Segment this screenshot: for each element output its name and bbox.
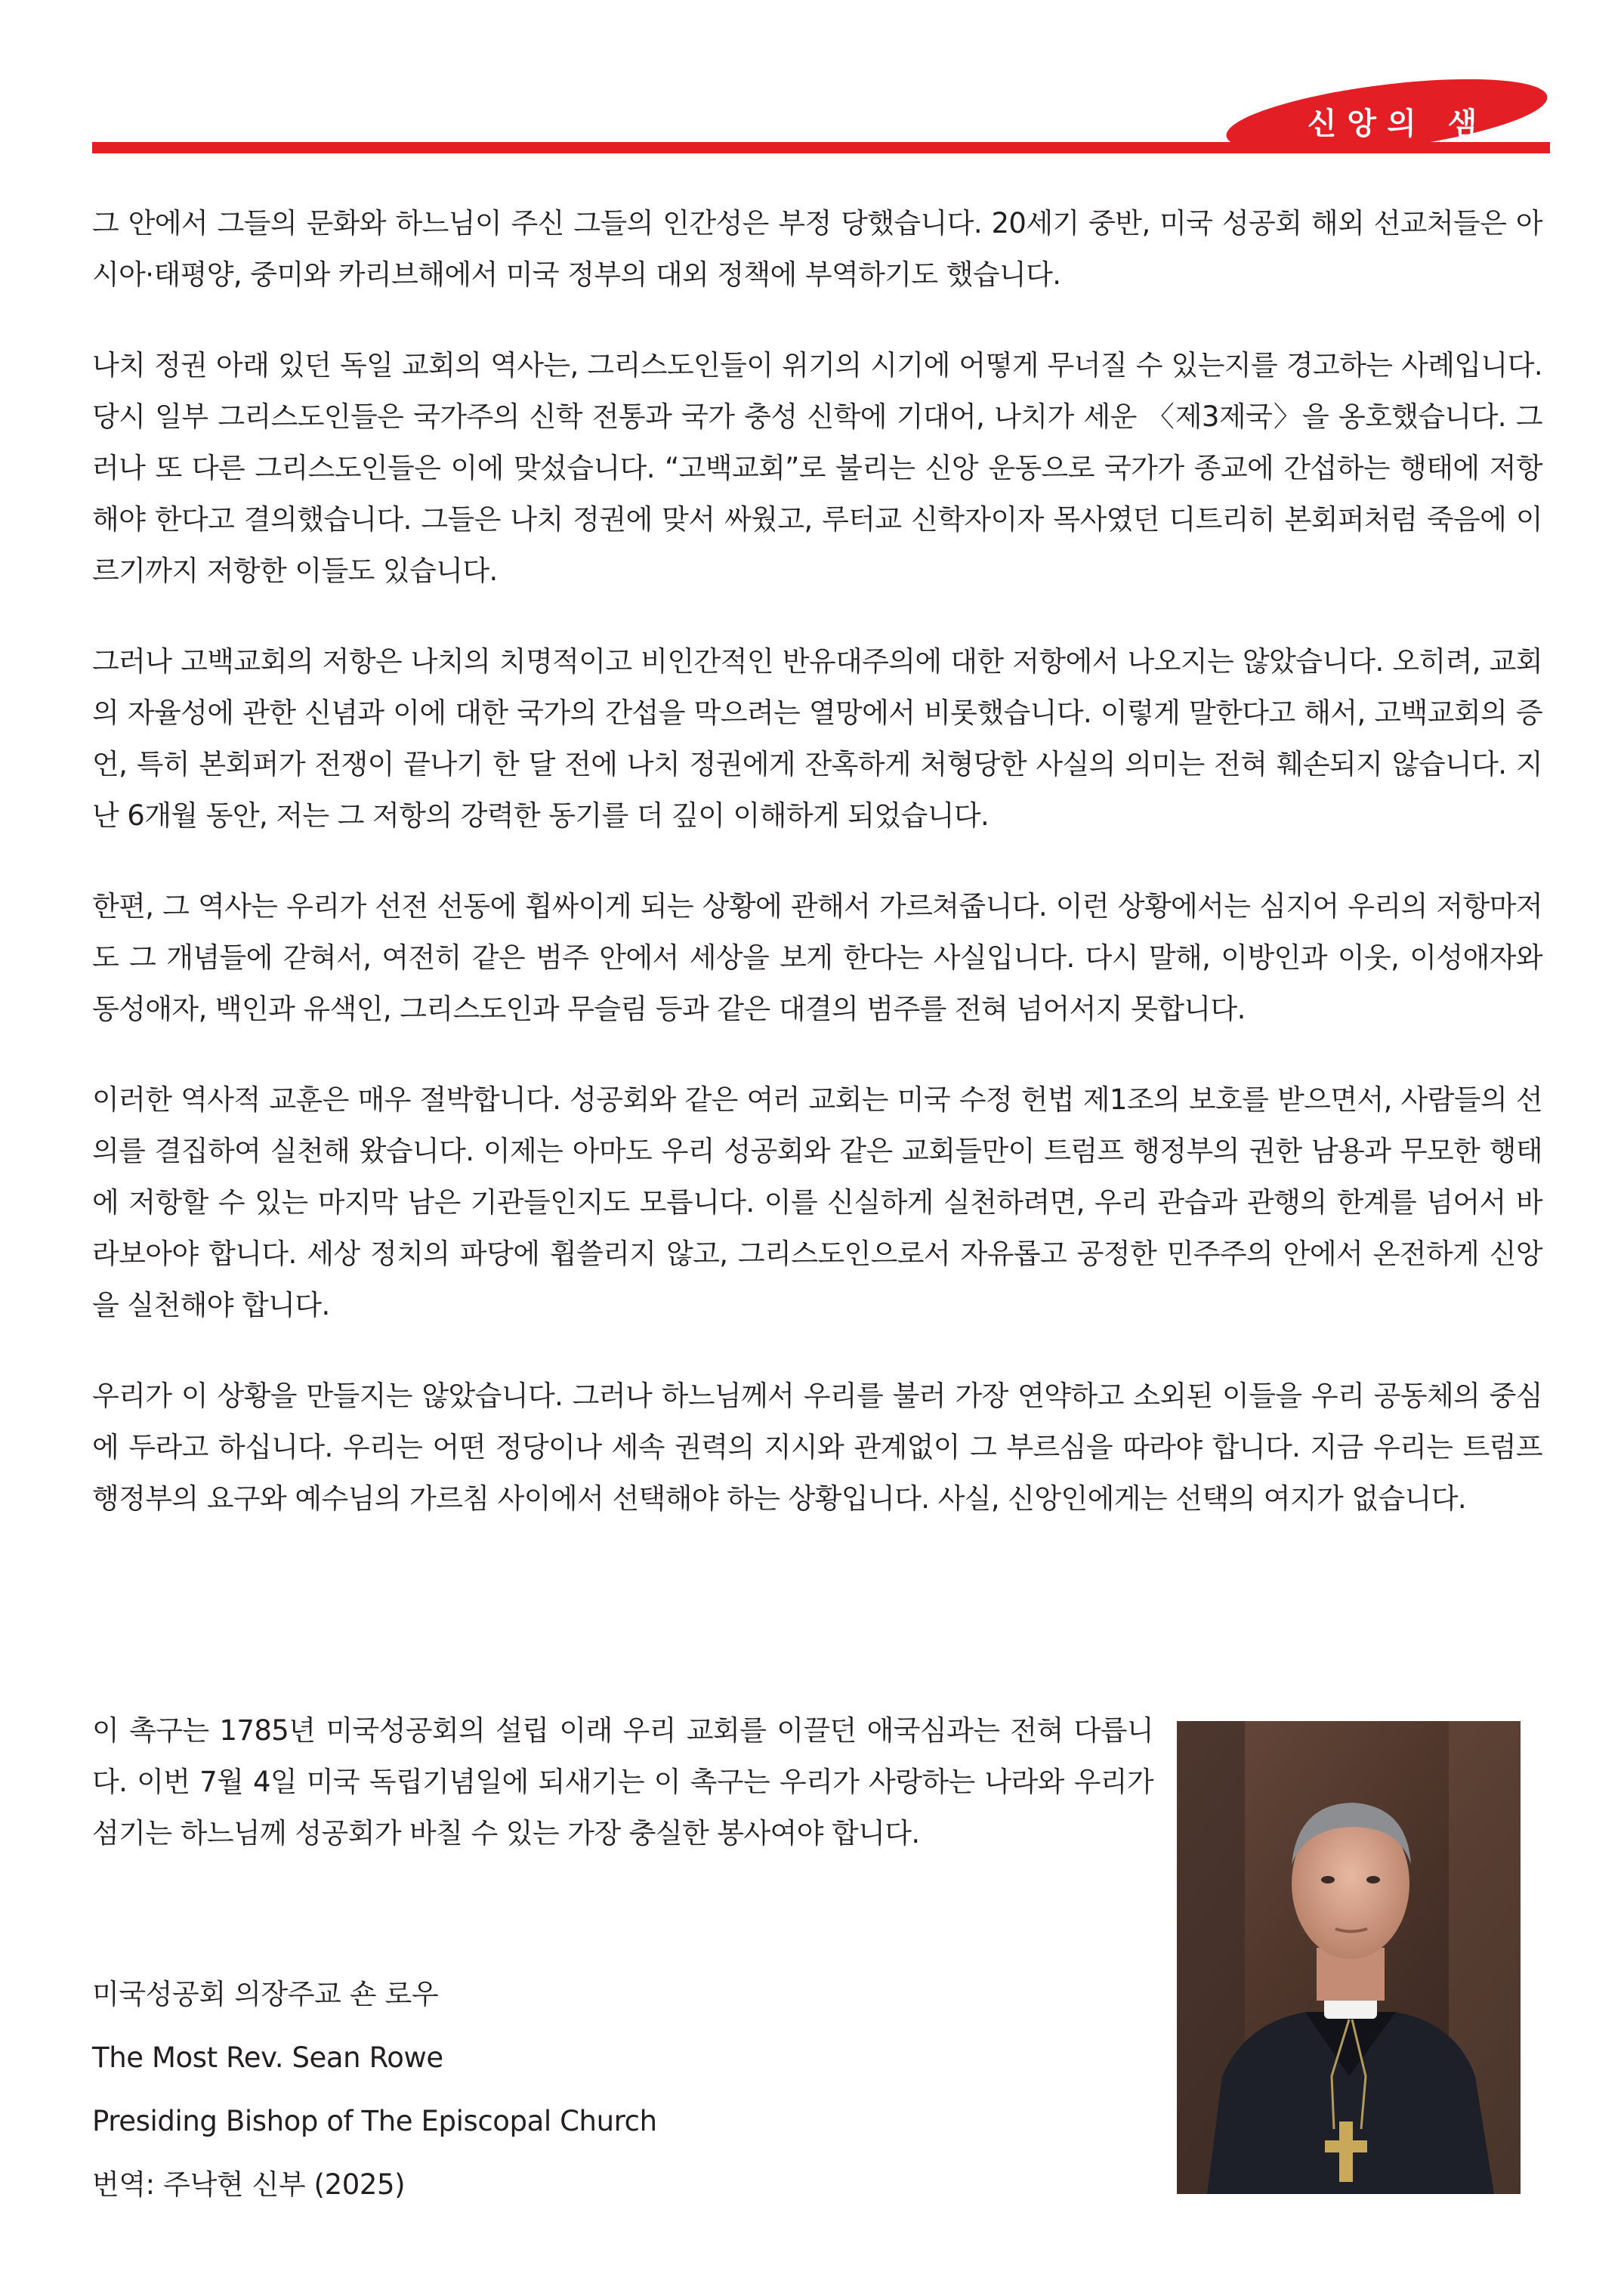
bishop-portrait-photo xyxy=(1177,1721,1521,2194)
section-label: 신앙의 샘 xyxy=(1307,107,1488,141)
author-english-title: Presiding Bishop of The Episcopal Church xyxy=(92,2105,657,2137)
paragraph: 한편, 그 역사는 우리가 선전 선동에 휩싸이게 되는 상황에 관해서 가르쳐줍니다. 이런 상황에서는 심지어 우리의 저항마저도 그 개념들에 갇혀서, 여전히 같은 범주 안에서 세상을 보게 한다는 사실입니다. 다시 말해, 이방인과 이웃, 이성애자와 동성애자, 백인과 유색인, 그리스도인과 무슬림 등과 같은 대결의 범주를 전혀 넘어서지 못합니다. xyxy=(92,890,1542,1025)
page-header xyxy=(0,0,1624,166)
paragraph: 그 안에서 그들의 문화와 하느님이 주신 그들의 인간성은 부정 당했습니다. 20세기 중반, 미국 성공회 해외 선교처들은 아시아·태평양, 중미와 카리브해에서 미국 정부의 대외 정책에 부역하기도 했습니다. xyxy=(92,207,1542,291)
portrait-illustration xyxy=(1177,1721,1521,2194)
paragraph: 우리가 이 상황을 만들지는 않았습니다. 그러나 하느님께서 우리를 불러 가장 연약하고 소외된 이들을 우리 공동체의 중심에 두라고 하십니다. 우리는 어떤 정당이나 세속 권력의 지시와 관계없이 그 부르심을 따라야 합니다. 지금 우리는 트럼프 행정부의 요구와 예수님의 가르침 사이에서 선택해야 하는 상황입니다. 사실, 신앙인에게는 선택의 여지가 없습니다. xyxy=(92,1380,1542,1515)
closing-paragraph: 이 촉구는 1785년 미국성공회의 설립 이래 우리 교회를 이끌던 애국심과는 전혀 다릅니다. 이번 7월 4일 미국 독립기념일에 되새기는 이 촉구는 우리가 사랑하는 나라와 우리가 섬기는 하느님께 성공회가 바칠 수 있는 가장 충실한 봉사여야 합니다. xyxy=(92,1714,1153,1850)
author-korean-title: 미국성공회 의장주교 숀 로우 xyxy=(92,1978,439,2010)
article-body xyxy=(92,198,1542,1564)
section-badge xyxy=(1201,73,1550,151)
paragraph: 나치 정권 아래 있던 독일 교회의 역사는, 그리스도인들이 위기의 시기에 어떻게 무너질 수 있는지를 경고하는 사례입니다. 당시 일부 그리스도인들은 국가주의 신학 전통과 국가 충성 신학에 기대어, 나치가 세운 〈제3제국〉을 옹호했습니다. 그러나 또 다른 그리스도인들은 이에 맞섰습니다. “고백교회”로 불리는 신앙 운동으로 국가가 종교에 간섭하는 행태에 저항해야 한다고 결의했습니다. 그들은 나치 정권에 맞서 싸웠고, 루터교 신학자이자 목사였던 디트리히 본회퍼처럼 죽음에 이르기까지 저항한 이들도 있습니다. xyxy=(92,349,1542,587)
paragraph: 이러한 역사적 교훈은 매우 절박합니다. 성공회와 같은 여러 교회는 미국 수정 헌법 제1조의 보호를 받으면서, 사람들의 선의를 결집하여 실천해 왔습니다. 이제는 아마도 우리 성공회와 같은 교회들만이 트럼프 행정부의 권한 남용과 무모한 행태에 저항할 수 있는 마지막 남은 기관들인지도 모릅니다. 이를 신실하게 실천하려면, 우리 관습과 관행의 한계를 넘어서 바라보아야 합니다. 세상 정치의 파당에 휩쓸리지 않고, 그리스도인으로서 자유롭고 공정한 민주주의 안에서 온전하게 신앙을 실천해야 합니다. xyxy=(92,1083,1542,1321)
translator-credit: 번역: 주낙현 신부 (2025) xyxy=(92,2168,406,2201)
author-english-name: The Most Rev. Sean Rowe xyxy=(92,2041,443,2074)
paragraph: 그러나 고백교회의 저항은 나치의 치명적이고 비인간적인 반유대주의에 대한 저항에서 나오지는 않았습니다. 오히려, 교회의 자율성에 관한 신념과 이에 대한 국가의 간섭을 막으려는 열망에서 비롯했습니다. 이렇게 말한다고 해서, 고백교회의 증언, 특히 본회퍼가 전쟁이 끝나기 한 달 전에 나치 정권에게 잔혹하게 처형당한 사실의 의미는 전혀 훼손되지 않습니다. 지난 6개월 동안, 저는 그 저항의 강력한 동기를 더 깊이 이해하게 되었습니다. xyxy=(92,645,1542,832)
signature-block xyxy=(92,1963,1150,2217)
